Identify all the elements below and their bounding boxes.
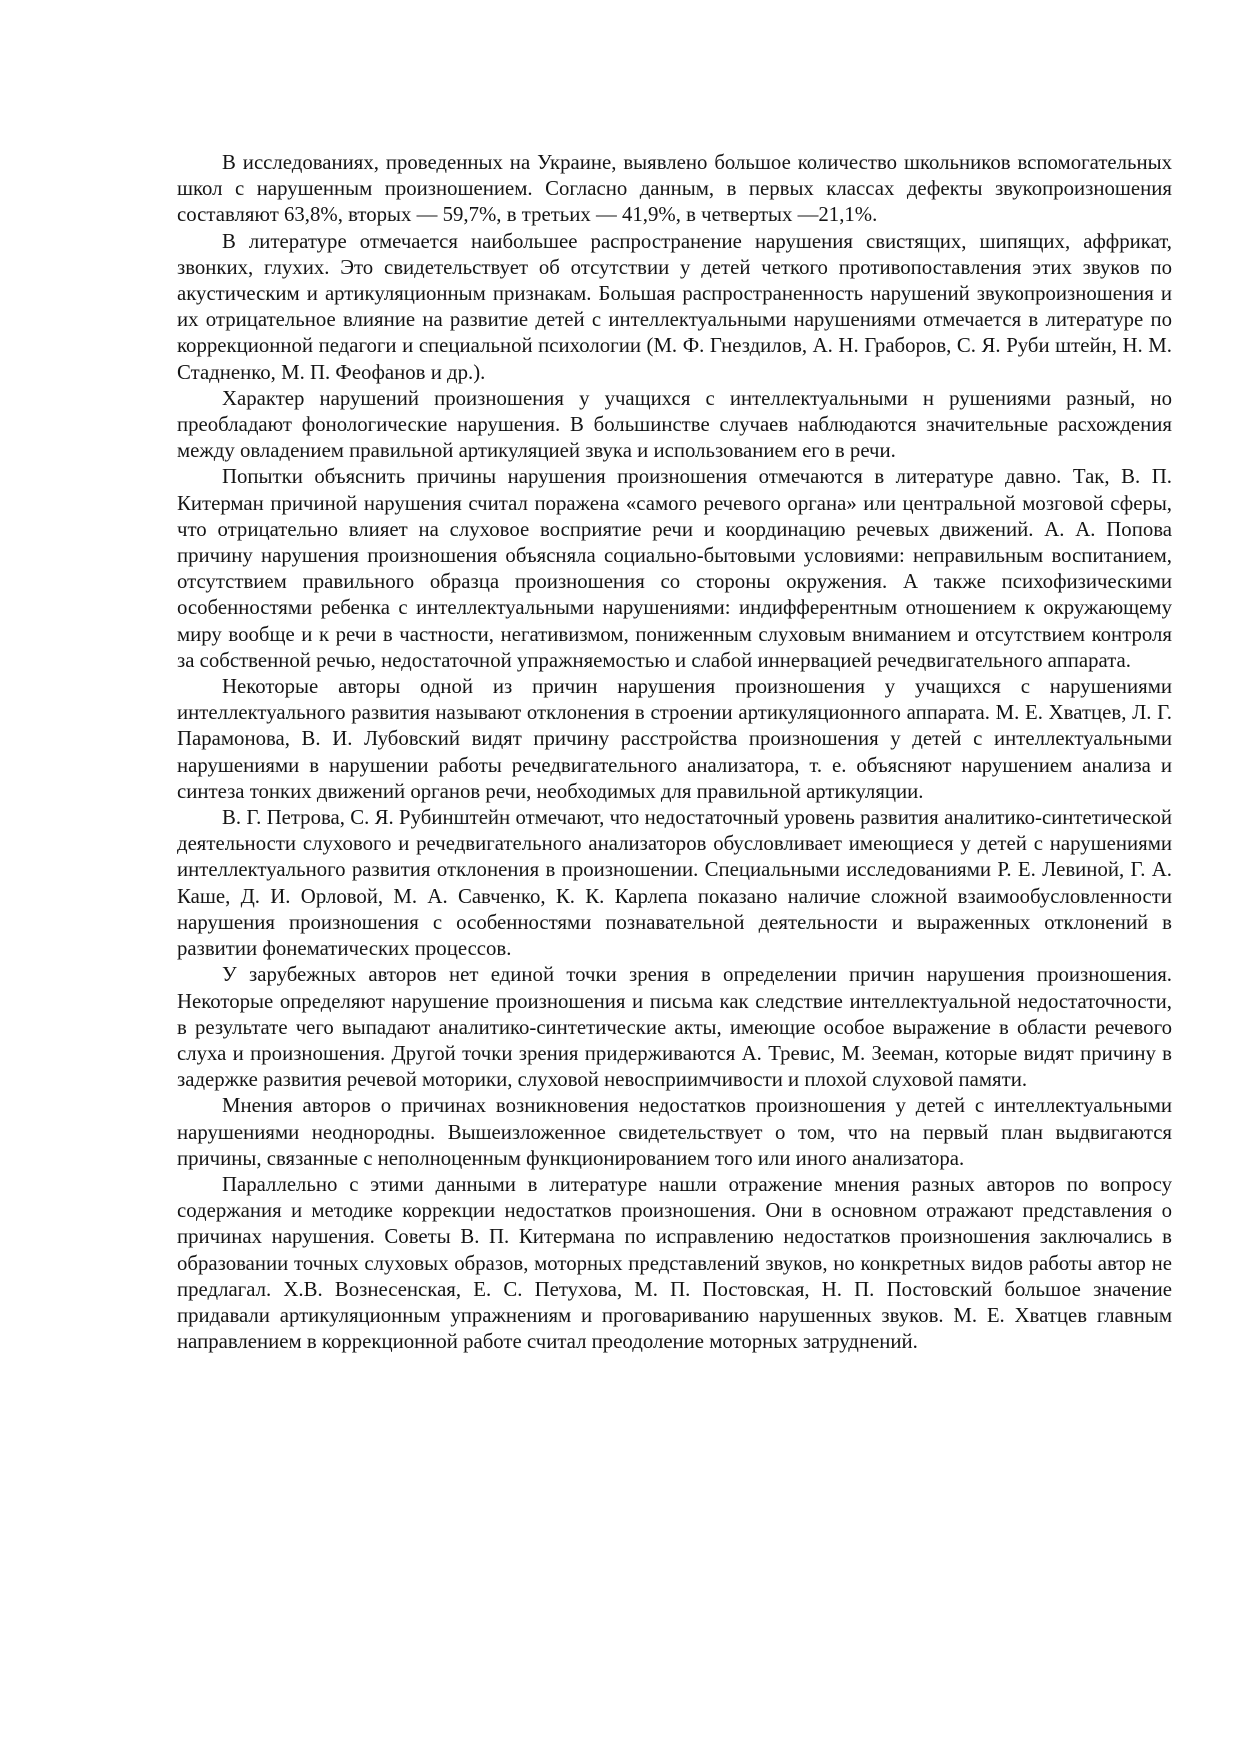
paragraph-9: Параллельно с этими данными в литературе нашли отражение мнения разных авторов по вопросу содержания и методике коррекции недостатков произношения. Они в основном отражают представления о причинах нарушения. Советы В. П. Китермана по исправлению недостатков произношения заключались в образовании точных слуховых образов, моторных представлений звуков, но конкретных видов работы автор не предлагал. Х.В. Вознесенская, Е. С. Петухова, М. П. Постовская, Н. П. Постовский большое значение придавали артикуляционным упражнениям и проговариванию нарушенных звуков. М. Е. Хватцев главным направлением в коррекционной работе считал преодоление моторных затруднений. [177, 1172, 1172, 1354]
paragraph-3: Характер нарушений произношения у учащихся с интеллектуальными н рушениями разный, но преобладают фонологические нарушения. В большинстве случаев наблюдаются значительные расхождения между овладением правильной артикуляцией звука и использованием его в речи. [177, 386, 1172, 463]
document-page [177, 150, 1172, 1355]
paragraph-5: Некоторые авторы одной из причин нарушения произношения у учащихся с нарушениями интеллектуального развития называют отклонения в строении артикуляционного аппарата. М. Е. Хватцев, Л. Г. Парамонова, В. И. Лубовский видят причину расстройства произношения у детей с интеллектуальными нарушениями в нарушении работы речедвигательного анализатора, т. е. объясняют нарушением анализа и синтеза тонких движений органов речи, необходимых для правильной артикуляции. [177, 675, 1172, 803]
paragraph-7: У зарубежных авторов нет единой точки зрения в определении причин нарушения произношения. Некоторые определяют нарушение произношения и письма как следствие интеллектуальной недостаточности, в результате чего выпадают аналитико-синтетические акты, имеющие особое выражение в области речевого слуха и произношения. Другой точки зрения придерживаются А. Тревис, М. Зееман, которые видят причину в задержке развития речевой моторики, слуховой невосприимчивости и плохой слуховой памяти. [177, 963, 1172, 1092]
paragraph-4: Попытки объяснить причины нарушения произношения отмечаются в литературе давно. Так, В. П. Китерман причиной нарушения считал поражена «самого речевого органа» или центральной мозговой сферы, что отрицательно влияет на слуховое восприятие речи и координацию речевых движений. А. А. Попова причину нарушения произношения объясняла социально-бытовыми условиями: неправильным воспитанием, отсутствием правильного образца произношения со стороны окружения. А также психофизическими особенностями ребенка с интеллектуальными нарушениями: индифферентным отношением к окружающему миру вообще и к речи в частности, негативизмом, пониженным слуховым вниманием и отсутствием контроля за собственной речью, недостаточной упражняемостью и слабой иннервацией речедвигательного аппарата. [177, 465, 1172, 672]
paragraph-2: В литературе отмечается наибольшее распространение нарушения свистящих, шипящих, аффрикат, звонких, глухих. Это свидетельствует об отсутствии у детей четкого противопоставления этих звуков по акустическим и артикуляционным признакам. Большая распространенность нарушений звукопроизношения и их отрицательное влияние на развитие детей с интеллектуальными нарушениями отмечается в литературе по коррекционной педагоги и специальной психологии (М. Ф. Гнездилов, А. Н. Граборов, С. Я. Руби штейн, Н. М. Стадненко, М. П. Феофанов и др.). [177, 229, 1172, 384]
paragraph-6: В. Г. Петрова, С. Я. Рубинштейн отмечают, что недостаточный уровень развития аналитико-синтетической деятельности слухового и речедвигательного анализаторов обусловливает имеющиеся у детей с нарушениями интеллектуального развития отклонения в произношении. Специальными исследованиями Р. Е. Левиной, Г. А. Каше, Д. И. Орловой, М. А. Савченко, К. К. Карлепа показано наличие сложной взаимообусловленности нарушения произношения с особенностями познавательной деятельности и выраженных отклонений в развитии фонематических процессов. [177, 806, 1172, 961]
paragraph-8: Мнения авторов о причинах возникновения недостатков произношения у детей с интеллектуальными нарушениями неоднородны. Вышеизложенное свидетельствует о том, что на первый план выдвигаются причины, связанные с неполноценным функционированием того или иного анализатора. [177, 1094, 1172, 1170]
paragraph-1: В исследованиях, проведенных на Украине, выявлено большое количество школьников вспомогательных школ с нарушенным произношением. Согласно данным, в первых классах дефекты звукопроизношения составляют 63,8%, вторых — 59,7%, в третьих — 41,9%, в четвертых —21,1%. [177, 151, 1172, 227]
